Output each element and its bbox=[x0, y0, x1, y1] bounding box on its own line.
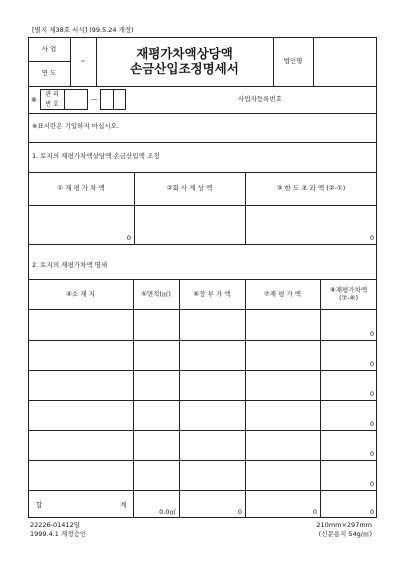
biz-reg-label: 사업자등록번호 bbox=[238, 95, 282, 104]
s2-col-revaluation-diff bbox=[320, 279, 377, 309]
footer-code: 22226-01412일 bbox=[30, 521, 80, 529]
s1-value-revaluation-diff[interactable]: 0 bbox=[126, 233, 131, 242]
total-label-left: 합 bbox=[36, 501, 43, 509]
s2-row-diff[interactable]: 0 bbox=[369, 329, 374, 338]
s2-col-book-value: ⑥장 부 가 액 bbox=[193, 289, 231, 298]
s1-col-company-amount: ②회 사 계 상 액 bbox=[166, 184, 213, 193]
form-title bbox=[96, 37, 273, 86]
corp-name-field[interactable] bbox=[313, 37, 377, 86]
footer-size: 210mm×297mm bbox=[316, 521, 372, 529]
s2-row-diff[interactable]: 0 bbox=[369, 479, 374, 488]
s2-col-revaluation-value: ⑦재 평 가 액 bbox=[263, 289, 302, 298]
total-revaluation-diff[interactable]: 0 bbox=[369, 507, 374, 516]
year-label: 연 도 bbox=[41, 69, 57, 78]
section2-heading: 2. 토지의 재평가차액 명세 bbox=[32, 261, 108, 269]
business-year-label: 사 업 bbox=[41, 44, 57, 53]
instruction-note: ※표시란은 기입하지 마십시오. bbox=[32, 122, 119, 130]
s2-row-diff[interactable]: 0 bbox=[369, 359, 374, 368]
corp-name-label: 법인명 bbox=[283, 57, 303, 66]
total-area[interactable]: 0.0㎡ bbox=[159, 507, 176, 516]
mgmt-label-1: 관 리 bbox=[45, 90, 59, 98]
total-revaluation-value[interactable]: 0 bbox=[312, 507, 317, 516]
s2-col-area: ⑤면적(㎡) bbox=[141, 289, 171, 298]
s2-col5-line1: ⑧재평가차액 bbox=[329, 285, 368, 294]
form-number: [별지 제38호 서식] (99.5.24 개정) bbox=[32, 26, 134, 34]
s1-value-excess-amount[interactable]: 0 bbox=[369, 233, 374, 242]
mgmt-dash: — bbox=[90, 95, 98, 104]
s1-value-company-amount[interactable] bbox=[134, 205, 245, 244]
total-book-value[interactable]: 0 bbox=[237, 507, 242, 516]
mgmt-label-2: 번 호 bbox=[45, 100, 59, 108]
period-separator[interactable]: ~ bbox=[80, 57, 86, 66]
title-line-2: 손금산입조정명세서 bbox=[130, 60, 239, 76]
footer-paper: (신문용지 54g/㎡) bbox=[318, 530, 372, 538]
total-label-right: 계 bbox=[120, 501, 127, 509]
s2-col-location: ④소 재 지 bbox=[66, 289, 95, 298]
footer-approval: 1999.4.1 개정승인 bbox=[30, 530, 87, 538]
s2-col5-line2: (⑦-⑥) bbox=[338, 294, 359, 302]
mgmt-number-field-1[interactable] bbox=[65, 90, 87, 109]
s2-row-diff[interactable]: 0 bbox=[369, 389, 374, 398]
mgmt-star: ※ bbox=[31, 96, 37, 104]
title-line-1: 재평가차액상당액 bbox=[136, 46, 233, 62]
s2-row-diff[interactable]: 0 bbox=[369, 419, 374, 428]
s2-row-diff[interactable]: 0 bbox=[369, 449, 374, 458]
s1-col-revaluation-diff: ① 재 평 가 차 액 bbox=[57, 184, 105, 193]
s1-col-excess-amount: ③ 한 도 초 과 액 (②-①) bbox=[276, 184, 346, 193]
section1-heading: 1. 토지의 재평가차액상당액 손금산입액 조정 bbox=[32, 152, 160, 160]
